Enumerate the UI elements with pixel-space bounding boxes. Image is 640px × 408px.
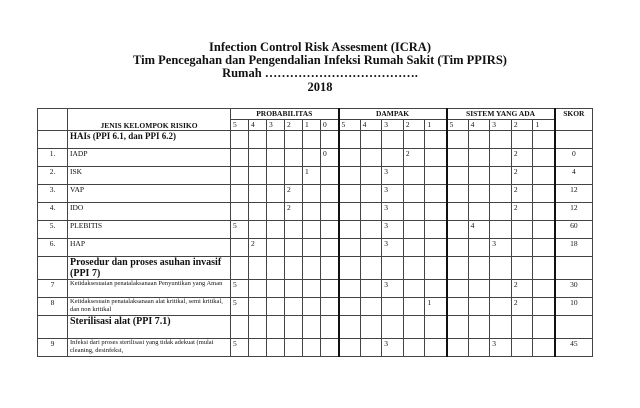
sistem-cell [533,167,555,185]
sistem-cell [511,316,533,339]
sistem-cell [490,316,512,339]
dampak-cell: 3 [382,280,404,298]
sistem-cell [447,167,469,185]
dampak-cell: 3 [382,167,404,185]
sistem-cell [490,149,512,167]
sistem-cell: 4 [468,221,490,239]
sistem-cell [468,149,490,167]
sistem-cell [490,203,512,221]
sistem-cell [533,339,555,357]
prob-cell: 5 [231,298,249,316]
prob-cell [249,131,267,149]
sistem-cell [490,221,512,239]
prob-cell [303,298,321,316]
sistem-cell: 2 [511,149,533,167]
dampak-cell [339,185,361,203]
prob-cell [231,131,249,149]
prob-cell: 5 [231,280,249,298]
risk-name: ISK [68,167,231,185]
dampak-level: 1 [425,120,447,131]
prob-cell [231,316,249,339]
dampak-cell [425,185,447,203]
prob-cell [249,316,267,339]
prob-cell [303,239,321,257]
sistem-cell [533,280,555,298]
table-row [38,298,593,316]
sistem-level: 1 [533,120,555,131]
sistem-cell [468,298,490,316]
dampak-cell [382,298,404,316]
prob-cell: 0 [321,149,339,167]
skor-cell: 30 [555,280,593,298]
skor-cell: 18 [555,239,593,257]
sistem-cell [533,298,555,316]
dampak-cell [425,316,447,339]
sistem-cell [447,203,469,221]
dampak-cell [360,167,382,185]
prob-cell [321,185,339,203]
sistem-level: 3 [490,120,512,131]
prob-cell [249,167,267,185]
sistem-cell: 2 [511,185,533,203]
row-no [38,316,68,339]
sistem-level: 5 [447,120,469,131]
dampak-cell [339,221,361,239]
prob-cell [285,316,303,339]
row-no [38,131,68,149]
prob-cell [285,298,303,316]
prob-cell: 1 [303,167,321,185]
row-no: 3. [38,185,68,203]
dampak-cell [339,149,361,167]
sistem-cell [447,239,469,257]
sistem-cell [511,239,533,257]
sistem-cell: 2 [511,298,533,316]
dampak-cell [425,203,447,221]
prob-cell [267,257,285,280]
dampak-cell [403,131,425,149]
sistem-cell [533,257,555,280]
prob-cell [285,131,303,149]
sistem-cell [533,221,555,239]
prob-cell [267,316,285,339]
table-row [38,203,593,221]
dampak-cell: 3 [382,221,404,239]
dampak-cell [382,316,404,339]
prob-cell [249,339,267,357]
dampak-cell [360,239,382,257]
sistem-cell [447,280,469,298]
prob-cell [267,298,285,316]
table-row [38,149,593,167]
dampak-cell [403,239,425,257]
section-row [38,316,593,339]
sistem-cell [447,131,469,149]
dampak-cell [360,221,382,239]
prob-cell [231,239,249,257]
risk-name: PLEBITIS [68,221,231,239]
dampak-cell [360,149,382,167]
prob-cell [267,203,285,221]
risk-name: VAP [68,185,231,203]
prob-cell [321,316,339,339]
prob-cell [303,131,321,149]
skor-header: SKOR [555,109,593,131]
prob-cell [285,167,303,185]
sistem-cell [447,339,469,357]
dampak-cell [403,339,425,357]
dampak-cell [339,339,361,357]
dampak-level: 3 [382,120,404,131]
dampak-level: 4 [360,120,382,131]
dampak-cell [403,185,425,203]
prob-level: 0 [321,120,339,131]
dampak-cell [425,221,447,239]
dampak-cell [339,316,361,339]
sistem-cell [490,257,512,280]
sistem-cell [447,149,469,167]
skor-cell: 4 [555,167,593,185]
prob-cell [321,167,339,185]
dampak-level: 5 [339,120,361,131]
sistem-cell: 3 [490,239,512,257]
prob-cell [267,280,285,298]
sistem-header: SISTEM YANG ADA [447,109,555,120]
prob-cell [267,185,285,203]
sistem-cell [447,257,469,280]
dampak-cell [360,203,382,221]
row-no: 4. [38,203,68,221]
prob-cell [303,316,321,339]
dampak-cell [339,257,361,280]
skor-cell: 45 [555,339,593,357]
prob-cell [303,185,321,203]
risk-name: Infeksi dari proses sterilisasi yang tidak adekuat (mulai cleaning, desinfeksi, [68,339,231,357]
doc-subtitle: Tim Pencegahan dan Pengendalian Infeksi Rumah Sakit (Tim PPIRS) [133,53,507,67]
skor-cell: 0 [555,149,593,167]
dampak-cell [425,239,447,257]
dampak-cell: 3 [382,339,404,357]
dampak-cell [425,131,447,149]
sistem-cell [447,185,469,203]
dampak-cell [403,167,425,185]
risk-name: Ketidaksesuain penatalaksanaan alat kritikal, semi kritikal, dan non kritikal [68,298,231,316]
prob-cell [303,221,321,239]
table-row [38,221,593,239]
skor-cell: 12 [555,185,593,203]
prob-cell: 2 [285,185,303,203]
jenis-header: JENIS KELOMPOK RISIKO [68,109,231,131]
doc-title: Infection Control Risk Assesment (ICRA) [209,40,431,54]
sistem-cell [468,239,490,257]
dampak-level: 2 [403,120,425,131]
table-row [38,239,593,257]
prob-cell [303,280,321,298]
prob-level: 4 [249,120,267,131]
sistem-cell [533,316,555,339]
prob-cell [267,149,285,167]
sistem-cell [490,298,512,316]
prob-cell [249,185,267,203]
prob-cell: 5 [231,221,249,239]
prob-cell [267,221,285,239]
prob-cell [321,280,339,298]
dampak-cell [339,239,361,257]
risk-name: IADP [68,149,231,167]
row-no: 5. [38,221,68,239]
row-no: 2. [38,167,68,185]
skor-cell [555,257,593,280]
dampak-cell [403,316,425,339]
dampak-cell [403,221,425,239]
dampak-cell [403,203,425,221]
prob-cell [321,221,339,239]
dampak-cell [403,298,425,316]
dampak-cell: 1 [425,298,447,316]
dampak-cell: 2 [403,149,425,167]
dampak-cell [339,298,361,316]
sistem-cell [447,316,469,339]
sistem-cell [511,257,533,280]
sistem-cell [447,298,469,316]
dampak-cell [425,257,447,280]
prob-cell [303,257,321,280]
table-row [38,280,593,298]
dampak-cell [339,131,361,149]
risk-name: HAP [68,239,231,257]
sistem-cell [468,167,490,185]
section-row [38,131,593,149]
skor-cell: 12 [555,203,593,221]
section-label: Prosedur dan proses asuhan invasif (PPI 7) [68,257,231,280]
sistem-cell [490,167,512,185]
sistem-cell [511,339,533,357]
section-row [38,257,593,280]
prob-cell [303,339,321,357]
sistem-level: 2 [511,120,533,131]
prob-level: 3 [267,120,285,131]
no-header [38,109,68,131]
dampak-cell [382,257,404,280]
prob-level: 1 [303,120,321,131]
skor-cell [555,131,593,149]
sistem-cell [468,280,490,298]
dampak-cell: 3 [382,185,404,203]
dampak-cell [360,257,382,280]
prob-cell [321,203,339,221]
sistem-cell [490,185,512,203]
row-no: 8 [38,298,68,316]
dampak-cell [425,149,447,167]
sistem-cell [533,203,555,221]
row-no: 6. [38,239,68,257]
dampak-cell [403,280,425,298]
sistem-cell [490,280,512,298]
prob-cell [321,339,339,357]
sistem-cell [533,131,555,149]
sistem-cell [533,185,555,203]
prob-cell [267,239,285,257]
section-label: HAIs (PPI 6.1, dan PPI 6.2) [68,131,231,149]
skor-cell [555,316,593,339]
prob-cell [249,257,267,280]
sistem-cell [490,131,512,149]
dampak-cell: 3 [382,239,404,257]
prob-cell [285,339,303,357]
risk-name: IDO [68,203,231,221]
dampak-cell [360,298,382,316]
dampak-cell: 3 [382,203,404,221]
prob-cell [249,298,267,316]
table-row [38,339,593,357]
prob-cell [303,149,321,167]
prob-cell [285,149,303,167]
prob-cell [249,149,267,167]
prob-cell [231,257,249,280]
dampak-cell [360,316,382,339]
prob-cell [285,239,303,257]
dampak-cell [360,131,382,149]
dampak-cell [382,149,404,167]
sistem-cell: 3 [490,339,512,357]
dampak-cell [339,167,361,185]
dampak-cell [425,280,447,298]
dampak-cell [360,185,382,203]
prob-cell [285,221,303,239]
dampak-cell [339,203,361,221]
section-label: Sterilisasi alat (PPI 7.1) [68,316,231,339]
sistem-cell [468,131,490,149]
table-row [38,167,593,185]
sistem-cell: 2 [511,167,533,185]
prob-cell [267,339,285,357]
hospital-line: Rumah ………………………………. [222,66,418,80]
prob-cell [267,167,285,185]
sistem-cell [511,221,533,239]
prob-cell [249,221,267,239]
prob-cell [285,280,303,298]
dampak-cell [360,339,382,357]
sistem-cell [468,185,490,203]
row-no: 7 [38,280,68,298]
dampak-cell [403,257,425,280]
row-no [38,257,68,280]
dampak-cell [425,339,447,357]
sistem-cell [468,316,490,339]
year: 2018 [307,80,333,94]
prob-cell [249,280,267,298]
sistem-cell [468,203,490,221]
prob-cell [231,167,249,185]
probabilitas-header: PROBABILITAS [231,109,339,120]
prob-cell [231,185,249,203]
sistem-cell [447,221,469,239]
prob-cell: 2 [249,239,267,257]
row-no: 9 [38,339,68,357]
prob-cell [321,298,339,316]
sistem-cell [468,257,490,280]
prob-cell [249,203,267,221]
prob-cell [231,203,249,221]
dampak-cell [425,167,447,185]
prob-cell: 2 [285,203,303,221]
dampak-cell [339,280,361,298]
prob-cell [321,239,339,257]
icra-table [37,108,593,357]
prob-cell [267,131,285,149]
table-row [38,185,593,203]
dampak-cell [360,280,382,298]
sistem-level: 4 [468,120,490,131]
sistem-cell: 2 [511,203,533,221]
dampak-cell [382,131,404,149]
sistem-cell [533,239,555,257]
prob-cell [303,203,321,221]
sistem-cell: 2 [511,280,533,298]
prob-cell [321,257,339,280]
sistem-cell [468,339,490,357]
sistem-cell [533,149,555,167]
prob-cell [285,257,303,280]
row-no: 1. [38,149,68,167]
dampak-header: DAMPAK [339,109,447,120]
prob-cell: 5 [231,339,249,357]
risk-name: Ketidaksesuaian penatalaksanaan Penyuntikan yang Aman [68,280,231,298]
prob-level: 5 [231,120,249,131]
sistem-cell [511,131,533,149]
skor-cell: 60 [555,221,593,239]
prob-level: 2 [285,120,303,131]
prob-cell [321,131,339,149]
prob-cell [231,149,249,167]
skor-cell: 10 [555,298,593,316]
